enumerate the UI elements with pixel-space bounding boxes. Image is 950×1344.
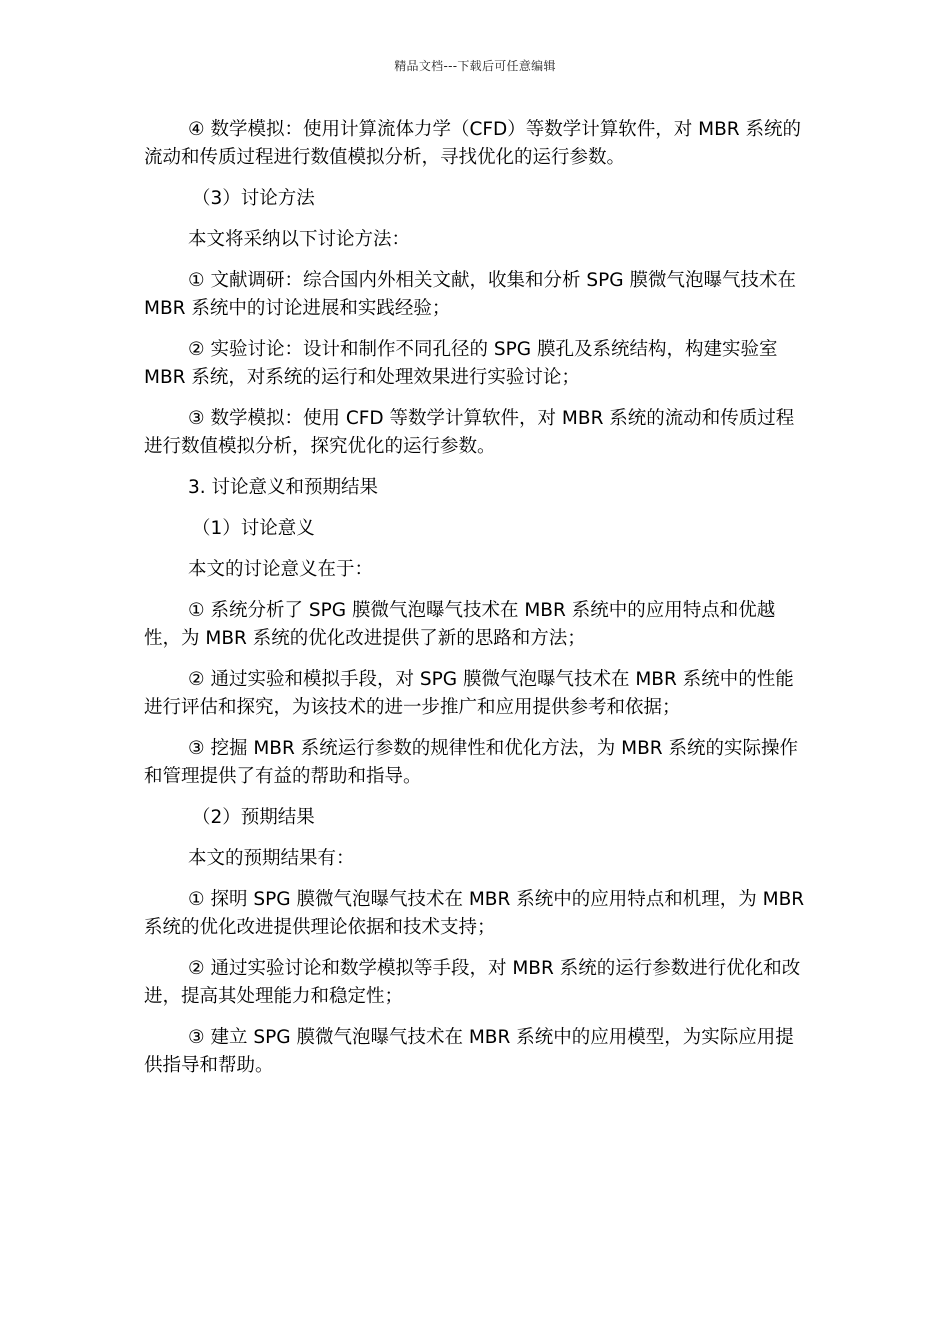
subheading-significance: （1）讨论意义 xyxy=(192,518,315,539)
section-heading-significance-results: 3. 讨论意义和预期结果 xyxy=(188,477,379,498)
paragraph-significance-3: ③ 挖掘 MBR 系统运行参数的规律性和优化方法，为 MBR 系统的实际操作和管理提供了有益的帮助和指导。 xyxy=(144,738,799,787)
subheading-expected-results: （2）预期结果 xyxy=(192,807,315,828)
paragraph-math-simulation: ③ 数学模拟：使用 CFD 等数学计算软件，对 MBR 系统的流动和传质过程进行数值模拟分析，探究优化的运行参数。 xyxy=(144,408,795,457)
paragraph-methods-intro: 本文将采纳以下讨论方法： xyxy=(188,229,411,250)
paragraph-literature-review: ① 文献调研：综合国内外相关文献，收集和分析 SPG 膜微气泡曝气技术在 MBR 系统中的讨论进展和实践经验； xyxy=(144,270,796,319)
page-header: 精品文档---下载后可任意编辑 xyxy=(394,59,556,73)
paragraph-significance-1: ① 系统分析了 SPG 膜微气泡曝气技术在 MBR 系统中的应用特点和优越性，为 MBR 系统的优化改进提供了新的思路和方法； xyxy=(144,600,776,649)
subheading-methods: （3）讨论方法 xyxy=(192,188,315,209)
document-body xyxy=(144,116,806,1093)
paragraph-results-intro: 本文的预期结果有： xyxy=(188,848,355,869)
paragraph-significance-intro: 本文的讨论意义在于： xyxy=(188,559,374,580)
paragraph-result-1: ① 探明 SPG 膜微气泡曝气技术在 MBR 系统中的应用特点和机理，为 MBR 系统的优化改进提供理论依据和技术支持； xyxy=(144,889,805,938)
paragraph-result-2: ② 通过实验讨论和数学模拟等手段，对 MBR 系统的运行参数进行优化和改进，提高其处理能力和稳定性； xyxy=(144,958,801,1007)
paragraph-cfd-simulation: ④ 数学模拟：使用计算流体力学（CFD）等数学计算软件，对 MBR 系统的流动和传质过程进行数值模拟分析，寻找优化的运行参数。 xyxy=(144,119,802,168)
paragraph-experiment: ② 实验讨论：设计和制作不同孔径的 SPG 膜孔及系统结构，构建实验室 MBR 系统，对系统的运行和处理效果进行实验讨论； xyxy=(144,339,778,388)
paragraph-significance-2: ② 通过实验和模拟手段，对 SPG 膜微气泡曝气技术在 MBR 系统中的性能进行评估和探究，为该技术的进一步推广和应用提供参考和依据； xyxy=(144,669,794,718)
paragraph-result-3: ③ 建立 SPG 膜微气泡曝气技术在 MBR 系统中的应用模型，为实际应用提供指导和帮助。 xyxy=(144,1027,794,1076)
